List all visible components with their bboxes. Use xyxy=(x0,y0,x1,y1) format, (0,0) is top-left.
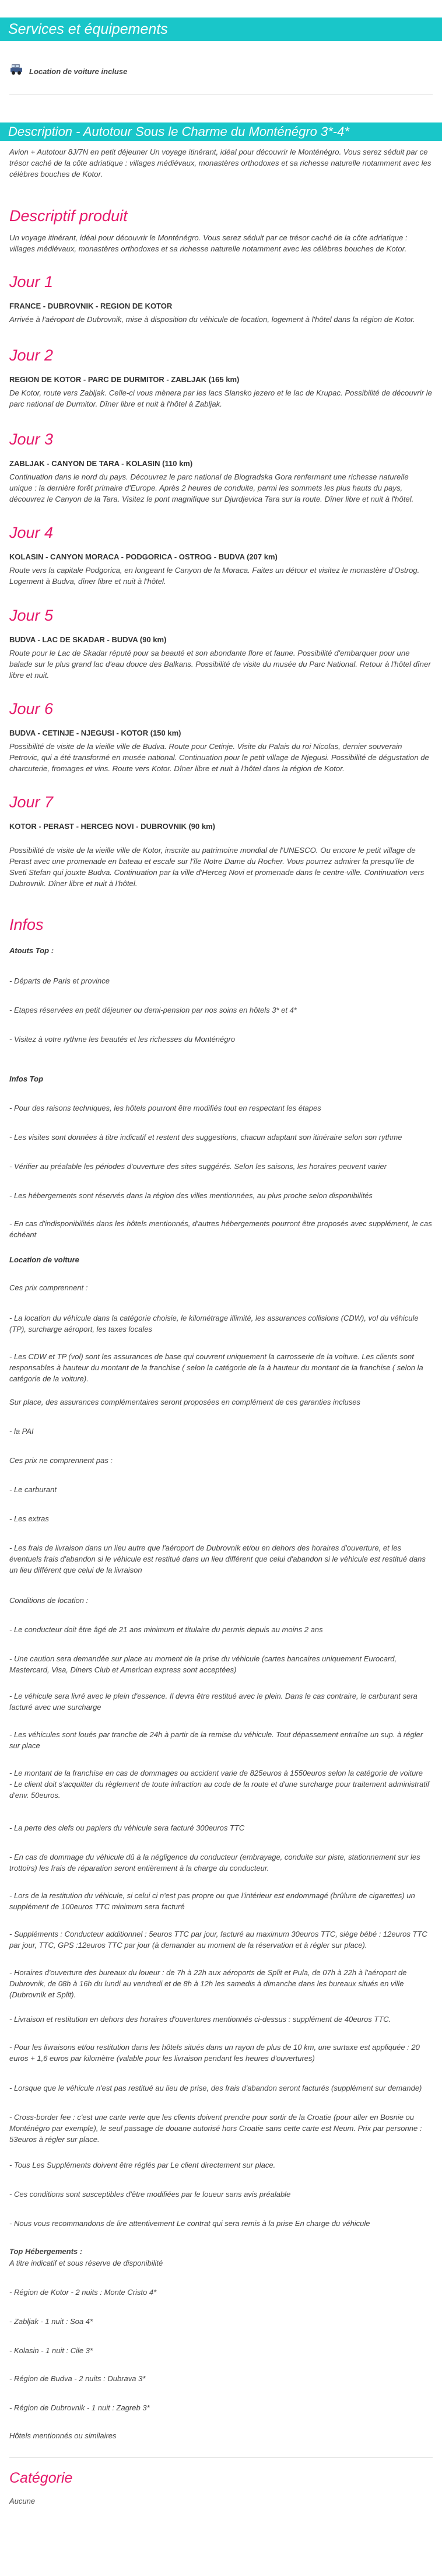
prix-comprend-label: Ces prix comprennent : xyxy=(9,1283,88,1292)
day-5-title: Jour 5 xyxy=(9,607,54,624)
condition-item: - Suppléments : Conducteur additionnel : 5euros TTC par jour, facturé au maximum 30euros TTC, siège bébé : 12euros TTC par jour, TTC, GPS :12euros TTC par jour (à demander au moment de la réservation et à régler sur place). xyxy=(9,1930,427,1950)
conditions-title: Conditions de location : xyxy=(9,1596,89,1605)
divider xyxy=(9,94,433,95)
description-intro: Avion + Autotour 8J/7N en petit déjeuner Un voyage itinérant, idéal pour découvrir le Monténégro. Vous serez séduit par ce trésor caché de la côte adriatique : villages médiévaux, monastères orthodoxes et sa richesse naturelle notamment avec les célèbres bouches de Kotor. xyxy=(9,148,432,178)
description-title: Description - Autotour Sous le Charme du Monténégro 3*-4* xyxy=(8,124,349,139)
day-6-route: BUDVA - CETINJE - NJEGUSI - KOTOR (150 km) xyxy=(9,729,181,737)
infotop-item: - En cas d'indisponibilités dans les hôtels mentionnés, d'autres hébergements pourront être proposés avec supplément, le cas échéant xyxy=(9,1219,432,1239)
descriptif-text: Un voyage itinérant, idéal pour découvrir le Monténégro. Vous serez séduit par ce trésor caché de la côte adriatique : villages médiévaux, monastères orthodoxes et sa richesse naturelle notamment avec les célèbres bouches de Kotor. xyxy=(9,233,408,253)
hebergement-item: - Zabljak - 1 nuit : Soa 4* xyxy=(9,2317,93,2326)
comprend-item: - la PAI xyxy=(9,1427,34,1436)
day-6-title: Jour 6 xyxy=(9,700,54,718)
hebergement-item: - Région de Dubrovnik - 1 nuit : Zagreb 3* xyxy=(9,2403,150,2412)
infotop-item: - Les visites sont données à titre indicatif et restent des suggestions, chacun adaptant son itinéraire selon son rythme xyxy=(9,1133,402,1142)
hebergement-item: - Région de Budva - 2 nuits : Dubrava 3* xyxy=(9,2374,146,2383)
condition-item: - Le véhicule sera livré avec le plein d'essence. Il devra être restitué avec le plein. Dans le cas contraire, le carburant sera facturé avec une surcharge xyxy=(9,1692,418,1712)
day-4-text: Route vers la capitale Podgorica, en longeant le Canyon de la Moraca. Faites un détour et visitez le monastère d'Ostrog. Logement à Budva, dîner libre et nuit à l'hôtel. xyxy=(9,566,420,586)
comprend-item: - Les CDW et TP (vol) sont les assurances de base qui couvrent uniquement la carrosserie de la voiture. Les clients sont responsables à hauteur du montant de la franchise ( selon la catégorie de la à hauteur du montant de la franchise ( selon la catégorie de la voiture). xyxy=(9,1352,423,1383)
day-7-title: Jour 7 xyxy=(9,793,54,811)
comprend-item: - La location du véhicule dans la catégorie choisie, le kilométrage illimité, les assurances collisions (CDW), vol du véhicule (TP), surcharge aéroport, les taxes locales xyxy=(9,1314,419,1334)
ne-comprend-item: - Le carburant xyxy=(9,1485,57,1494)
categorie-title: Catégorie xyxy=(9,2470,73,2486)
atout-item: - Visitez à votre rythme les beautés et les richesses du Monténégro xyxy=(9,1035,236,1044)
day-4-title: Jour 4 xyxy=(9,524,54,541)
location-title: Location de voiture xyxy=(9,1255,79,1264)
day-7-route: KOTOR - PERAST - HERCEG NOVI - DUBROVNIK (90 km) xyxy=(9,822,215,831)
hebergement-item: - Région de Kotor - 2 nuits : Monte Cristo 4* xyxy=(9,2288,157,2297)
ne-comprend-item: - Les extras xyxy=(9,1514,49,1523)
condition-item: - Ces conditions sont susceptibles d'être modifiées par le loueur sans avis préalable xyxy=(9,2190,291,2199)
day-1-text: Arrivée à l'aéroport de Dubrovnik, mise à disposition du véhicule de location, logement à l'hôtel dans la région de Kotor. xyxy=(9,315,415,324)
condition-item: - Tous Les Suppléments doivent être réglés par Le client directement sur place. xyxy=(9,2161,276,2169)
comprend-item: Sur place, des assurances complémentaires seront proposées en complément de ces garanties incluses xyxy=(9,1398,360,1406)
condition-item: - Lors de la restitution du véhicule, si celui ci n'est pas propre ou que l'intérieur est endommagé (brûlure de cigarettes) un supplément de 100euros TTC minimum sera facturé xyxy=(9,1891,415,1911)
day-4-route: KOLASIN - CANYON MORACA - PODGORICA - OSTROG - BUDVA (207 km) xyxy=(9,552,278,561)
atout-item: - Départs de Paris et province xyxy=(9,977,110,985)
condition-item: - Le conducteur doit être âgé de 21 ans minimum et titulaire du permis depuis au moins 2 ans xyxy=(9,1625,323,1634)
condition-item: - Lorsque que le véhicule n'est pas restitué au lieu de prise, des frais d'abandon seront facturés (supplément sur demande) xyxy=(9,2084,422,2092)
condition-item: - En cas de dommage du véhicule dû à la négligence du conducteur (embrayage, conduite sur piste, stationnement sur les trottoirs) les frais de réparation seront entièrement à la charge du conducteur. xyxy=(9,1853,420,1873)
day-2-route: REGION DE KOTOR - PARC DE DURMITOR - ZABLJAK (165 km) xyxy=(9,375,240,384)
description-banner xyxy=(0,123,442,141)
hebergements-subtitle: A titre indicatif et sous réserve de disponibilité xyxy=(9,2259,163,2267)
day-7-text: Possibilité de visite de la vieille ville de Kotor, inscrite au patrimoine mondial de l'UNESCO. Ou encore le petit village de Perast avec une promenade en bateau et escale sur l'île Notre Dame du Rocher. Vous pourrez admirer la presqu'île de Sveti Stefan qui jouxte Budva. Continuation par la ville d'Herceg Novi et promenade dans le centre-ville. Continuation vers Dubrovnik. Dîner libre et nuit à l'hôtel. xyxy=(9,846,425,888)
hebergements-footer: Hôtels mentionnés ou similaires xyxy=(9,2431,117,2440)
categorie-value: Aucune xyxy=(9,2497,36,2505)
condition-item: - Une caution sera demandée sur place au moment de la prise du véhicule (cartes bancaires uniquement Eurocard, Mastercard, Visa, Diners Club et American express sont acceptées) xyxy=(9,1654,397,1674)
day-1-title: Jour 1 xyxy=(9,273,54,290)
condition-item: - Les véhicules sont loués par tranche de 24h à partir de la remise du véhicule. Tout dépassement entraîne un sup. à régler sur place xyxy=(9,1730,423,1750)
day-6-text: Possibilité de visite de la vieille ville de Budva. Route pour Cetinje. Visite du Palais du roi Nicolas, dernier souverain Petrovic, qui a été transformé en musée national. Continuation pour le petit village de Njegusi. Possibilité de dégustation de charcuterie, fromages et vins. Route vers Kotor. Dîner libre et nuit à l'hôtel dans la région de Kotor. xyxy=(9,742,429,773)
services-banner xyxy=(0,18,442,41)
hebergements-title: Top Hébergements : xyxy=(9,2247,83,2256)
condition-item: - Pour les livraisons et/ou restitution dans les hôtels situés dans un rayon de plus de 10 km, une surtaxe est appliquée : 20 euros + 1,6 euros par kilomètre (valable pour les livraison pendant les heures d'ouvertures) xyxy=(9,2043,420,2063)
infotop-item: - Vérifier au préalable les périodes d'ouverture des sites suggérés. Selon les saisons, les horaires peuvent varier xyxy=(9,1162,387,1171)
condition-item: - Horaires d'ouverture des bureaux du loueur : de 7h à 22h aux aéroports de Split et Pula, de 07h à 22h à l'aéroport de Dubrovnik, de 08h à 16h du lundi au vendredi et de 8h à 12h les samedis à dimanche dans les bureaux situés en ville (Dubrovnik et Split). xyxy=(9,1968,407,1999)
day-3-text: Continuation dans le nord du pays. Découvrez le parc national de Biogradska Gora renfermant une richesse naturelle unique : la dernière forêt primaire d'Europe. Après 2 heures de conduite, parmi les sommets les plus hauts du pays, découvrez le Canyon de la Tara. Visitez le pont magnifique sur Djurdjevica Tara sur la route. Dîner libre et nuit à l'hôtel. xyxy=(9,473,414,503)
condition-item: - Livraison et restitution en dehors des horaires d'ouvertures mentionnés ci-dessus : supplément de 40euros TTC. xyxy=(9,2015,391,2024)
service-item xyxy=(29,66,442,77)
day-1-route: FRANCE - DUBROVNIK - REGION DE KOTOR xyxy=(9,302,173,310)
condition-item: - La perte des clefs ou papiers du véhicule sera facturé 300euros TTC xyxy=(9,1824,245,1832)
day-5-route: BUDVA - LAC DE SKADAR - BUDVA (90 km) xyxy=(9,635,167,644)
prix-ne-comprend-label: Ces prix ne comprennent pas : xyxy=(9,1456,113,1465)
day-3-title: Jour 3 xyxy=(9,430,54,448)
condition-item: - Nous vous recommandons de lire attentivement Le contrat qui sera remis à la prise En charge du véhicule xyxy=(9,2219,370,2228)
infos-title: Infos xyxy=(9,916,44,933)
services-title: Services et équipements xyxy=(8,21,168,37)
descriptif-title: Descriptif produit xyxy=(9,207,128,225)
infotop-item: - Pour des raisons techniques, les hôtels pourront être modifiés tout en respectant les étapes xyxy=(9,1104,321,1112)
condition-item: - Le montant de la franchise en cas de dommages ou accident varie de 825euros à 1550euros selon la catégorie de voiture - Le client doit s'acquitter du règlement de toute infraction au code de la route et d'une surcharge pour traitement administratif d'env. 50euros. xyxy=(9,1769,430,1800)
day-2-title: Jour 2 xyxy=(9,346,54,364)
car-rental-icon xyxy=(9,63,23,77)
divider xyxy=(9,2457,433,2458)
infotop-item: - Les hébergements sont réservés dans la région des villes mentionnées, au plus proche selon disponibilités xyxy=(9,1191,373,1200)
hebergement-item: - Kolasin - 1 nuit : Cile 3* xyxy=(9,2346,93,2355)
atout-item: - Etapes réservées en petit déjeuner ou demi-pension par nos soins en hôtels 3* et 4* xyxy=(9,1006,297,1014)
day-2-text: De Kotor, route vers Zabljak. Celle-ci vous mènera par les lacs Slansko jezero et le lac de Krupac. Possibilité de découvrir le parc national de Durmitor. Dîner libre et nuit à l'hôtel à Zabljak. xyxy=(9,388,432,408)
day-5-text: Route pour le Lac de Skadar réputé pour sa beauté et son abondante flore et faune. Possibilité d'embarquer pour une balade sur le plus grand lac d'eau douce des Balkans. Possibilité de visite du musée du Parc National. Retour à l'hôtel dîner libre et nuit. xyxy=(9,649,431,680)
service-item-label: Location de voiture incluse xyxy=(29,67,128,76)
condition-item: - Cross-border fee : c'est une carte verte que les clients doivent prendre pour sortir de la Croatie (pour aller en Bosnie ou Monténégro par exemple), le seul passage de douane autorisé hors Croatie sans cette carte est Neum. Prix par personne : 53euros à régler sur place. xyxy=(9,2113,422,2144)
ne-comprend-item: - Les frais de livraison dans un lieu autre que l'aéroport de Dubrovnik et/ou en dehors des horaires d'ouverture, et les éventuels frais d'abandon si le véhicule est restitué dans un lieu différent que celui d'abandon si le véhicule est restitué dans un lieu différent que celui de la livraison xyxy=(9,1544,426,1574)
infotop-title: Infos Top xyxy=(9,1074,44,1083)
day-3-route: ZABLJAK - CANYON DE TARA - KOLASIN (110 km) xyxy=(9,459,193,468)
atouts-title: Atouts Top : xyxy=(9,946,54,955)
